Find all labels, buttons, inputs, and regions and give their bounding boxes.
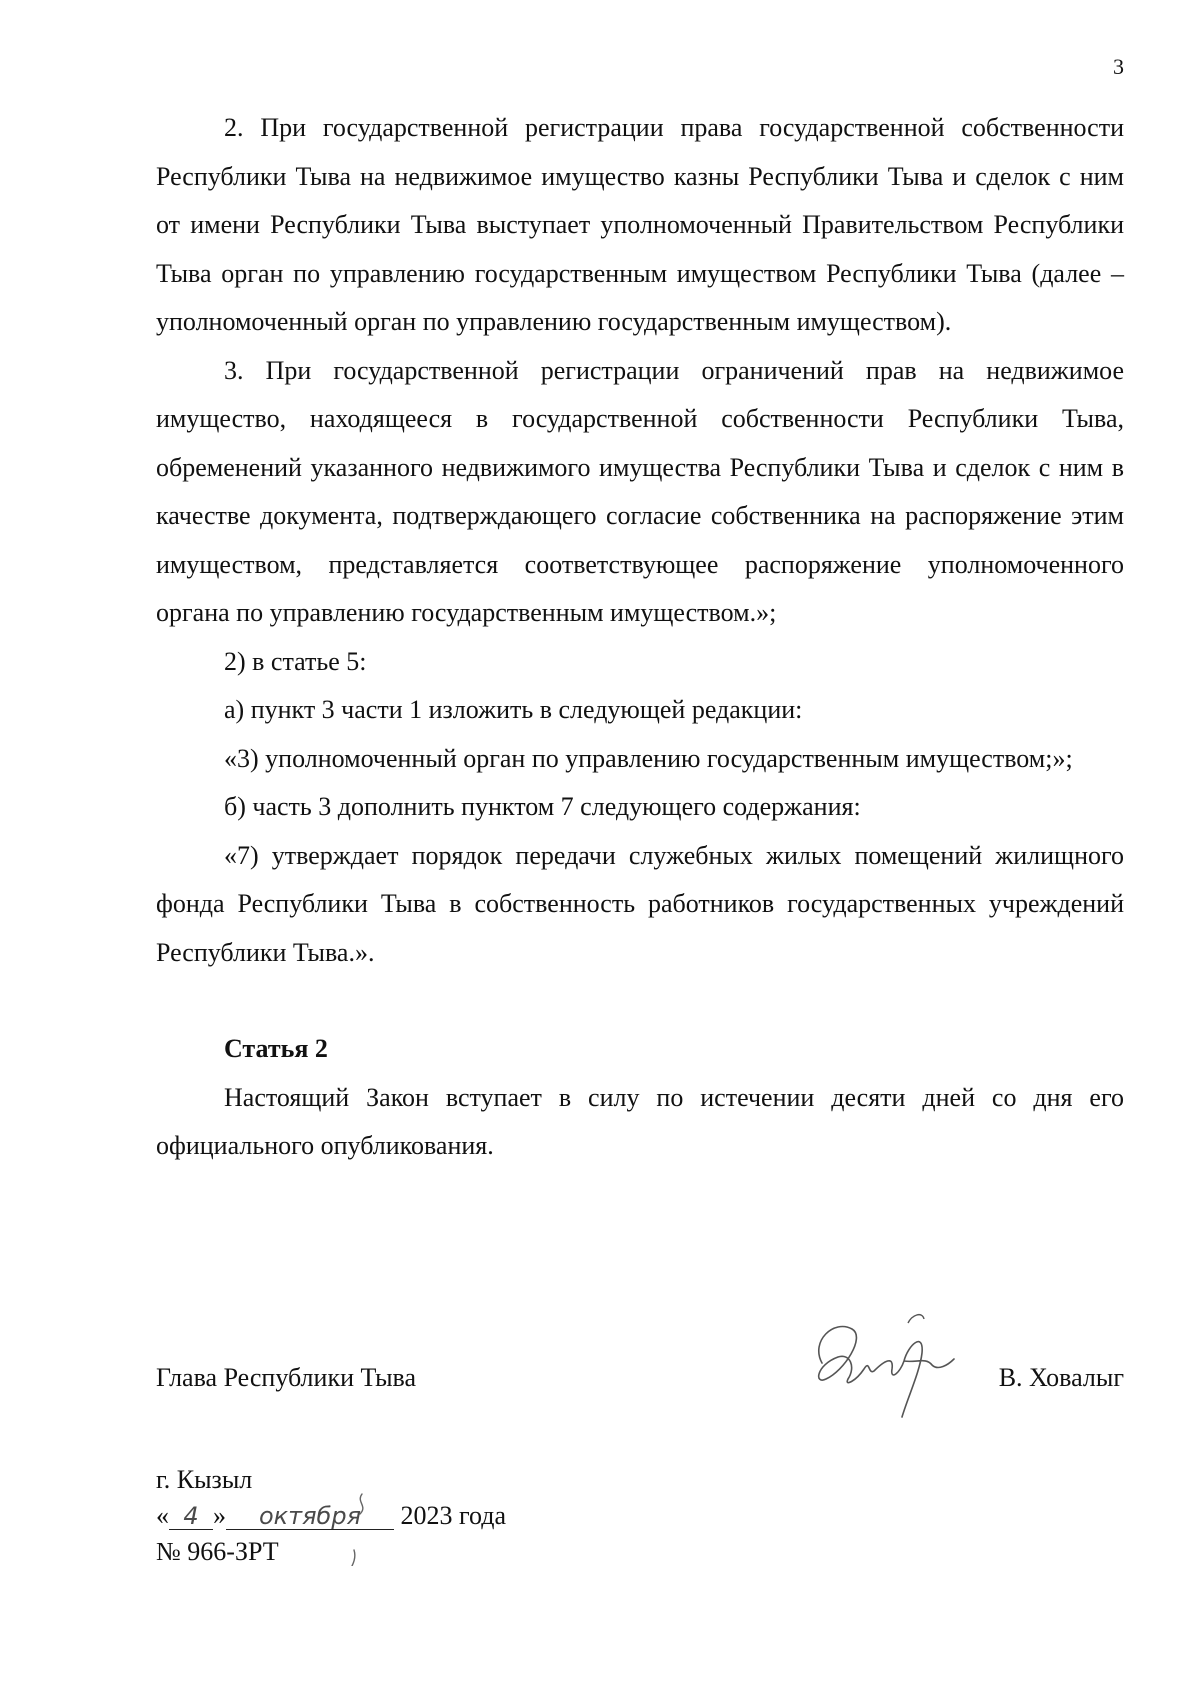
handwritten-signature	[804, 1301, 974, 1421]
paragraph-item-7-text: «7) утверждает порядок передачи служебных жилых помещений жилищного фонда Республики Тыва в собственность работников государственных учреждений Республики Тыва.».	[156, 840, 1124, 967]
paragraph-item-b: б) часть 3 дополнить пунктом 7 следующего содержания:	[224, 792, 861, 821]
close-quote: »	[213, 1501, 226, 1530]
handwritten-mark	[342, 1492, 382, 1566]
paragraph-item-3-text: «3) уполномоченный орган по управлению государственным имуществом;»;	[224, 743, 1073, 773]
date-line	[156, 1498, 506, 1534]
open-quote: «	[156, 1501, 169, 1530]
paragraph-article-5-intro: 2) в статье 5:	[224, 646, 367, 676]
document-body	[156, 104, 1124, 1171]
document-footer	[156, 1462, 506, 1570]
signatory-title: Глава Республики Тыва	[156, 1363, 417, 1392]
date-day: 4	[169, 1503, 213, 1530]
paragraph-clause-3: 3. При государственной регистрации ограничений прав на недвижимое имущество, находящееся в государственной собственности Республики Тыва, обременений указанного недвижимого имущества Республики Тыва и сделок с ним в качестве документа, подтверждающего согласие собственника на распоряжение этим имуществом, представляется соответствующее распоряжение уполномоченного органа по управлению государственным имуществом.»;	[156, 355, 1124, 627]
paragraph-clause-2: 2. При государственной регистрации права государственной собственности Республики Тыва на недвижимое имущество казны Республики Тыва и сделок с ним от имени Республики Тыва выступает уполномоченный Правительством Республики Тыва орган по управлению государственным имуществом Республики Тыва (далее – уполномоченный орган по управлению государственным имуществом).	[156, 113, 1124, 336]
date-month: октября	[226, 1503, 394, 1530]
article-2-text: Настоящий Закон вступает в силу по истечении десяти дней со дня его официального опубликования.	[156, 1082, 1124, 1160]
article-2-heading: Статья 2	[224, 1034, 328, 1063]
page-number: 3	[1113, 54, 1124, 79]
document-number: № 966-ЗРТ	[156, 1537, 279, 1566]
city-line: г. Кызыл	[156, 1465, 253, 1494]
date-year: 2023 года	[400, 1501, 507, 1530]
signatory-name: В. Ховалыг	[998, 1363, 1124, 1392]
paragraph-item-a: а) пункт 3 части 1 изложить в следующей редакции:	[224, 695, 803, 724]
